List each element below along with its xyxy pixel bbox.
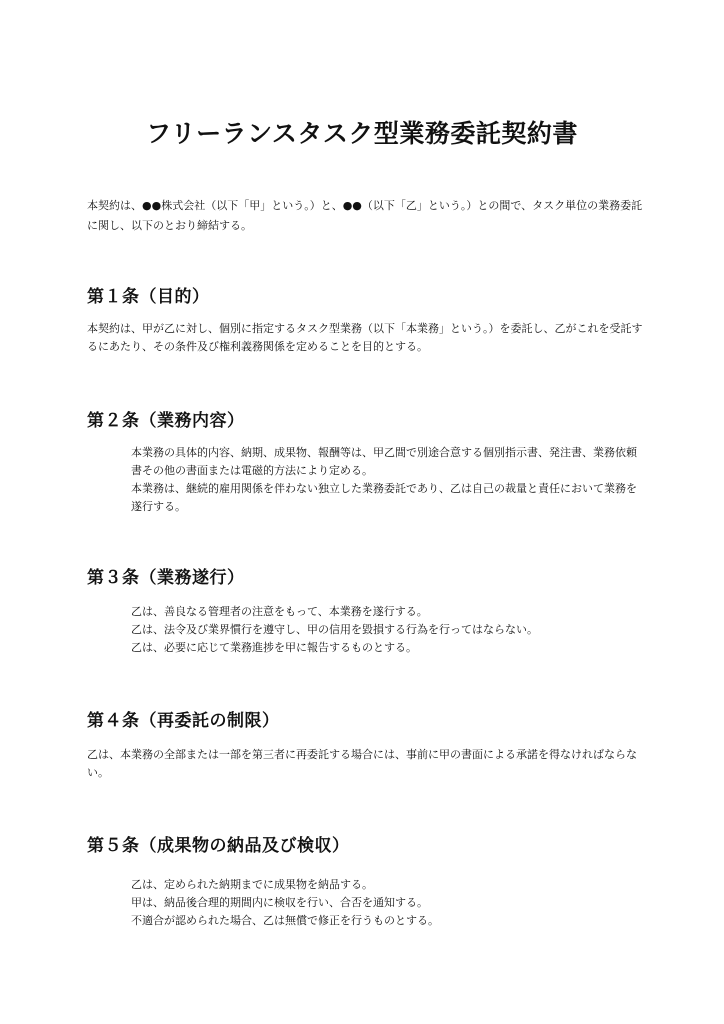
article-2-paragraph-1: 本業務の具体的内容、納期、成果物、報酬等は、甲乙間で別途合意する個別指示書、発注書、業務依頼書その他の書面または電磁的方法により定める。 [131, 446, 637, 477]
article-5-heading: 第５条（成果物の納品及び検収） [87, 836, 350, 856]
article-3-paragraph-2: 乙は、法令及び業界慣行を遵守し、甲の信用を毀損する行為を行ってはならない。 [131, 623, 538, 636]
document-title: フリーランスタスク型業務委託契約書 [146, 119, 578, 148]
article-1-heading: 第１条（目的） [87, 287, 210, 307]
article-3-paragraph-1: 乙は、善良なる管理者の注意をもって、本業務を遂行する。 [131, 605, 428, 618]
article-2-heading: 第２条（業務内容） [87, 411, 245, 431]
article-5-body [131, 876, 645, 930]
article-4-body [87, 746, 647, 782]
article-1-paragraph-1: 本契約は、甲が乙に対し、個別に指定するタスク型業務（以下「本業務」という。）を委託し、乙がこれを受託するにあたり、その条件及び権利義務関係を定めることを目的とする。 [87, 322, 643, 353]
article-1-body [87, 320, 647, 356]
article-3-body [131, 603, 645, 657]
article-5-paragraph-3: 不適合が認められた場合、乙は無償で修正を行うものとする。 [131, 914, 439, 927]
preamble-paragraph: 本契約は、●●株式会社（以下「甲」という。）と、●●（以下「乙」という。）との間で、タスク単位の業務委託に関し、以下のとおり締結する。 [87, 199, 643, 232]
article-4-paragraph-1: 乙は、本業務の全部または一部を第三者に再委託する場合には、事前に甲の書面による承諾を得なければならない。 [87, 748, 637, 779]
article-5-paragraph-2: 甲は、納品後合理的期間内に検収を行い、合否を通知する。 [131, 896, 428, 909]
article-3-paragraph-3: 乙は、必要に応じて業務進捗を甲に報告するものとする。 [131, 641, 417, 654]
article-3-heading: 第３条（業務遂行） [87, 568, 245, 588]
article-5-paragraph-1: 乙は、定められた納期までに成果物を納品する。 [131, 878, 373, 891]
article-2-body [131, 444, 645, 516]
article-4-heading: 第４条（再委託の制限） [87, 711, 280, 731]
article-2-paragraph-2: 本業務は、継続的雇用関係を伴わない独立した業務委託であり、乙は自己の裁量と責任において業務を遂行する。 [131, 482, 637, 513]
